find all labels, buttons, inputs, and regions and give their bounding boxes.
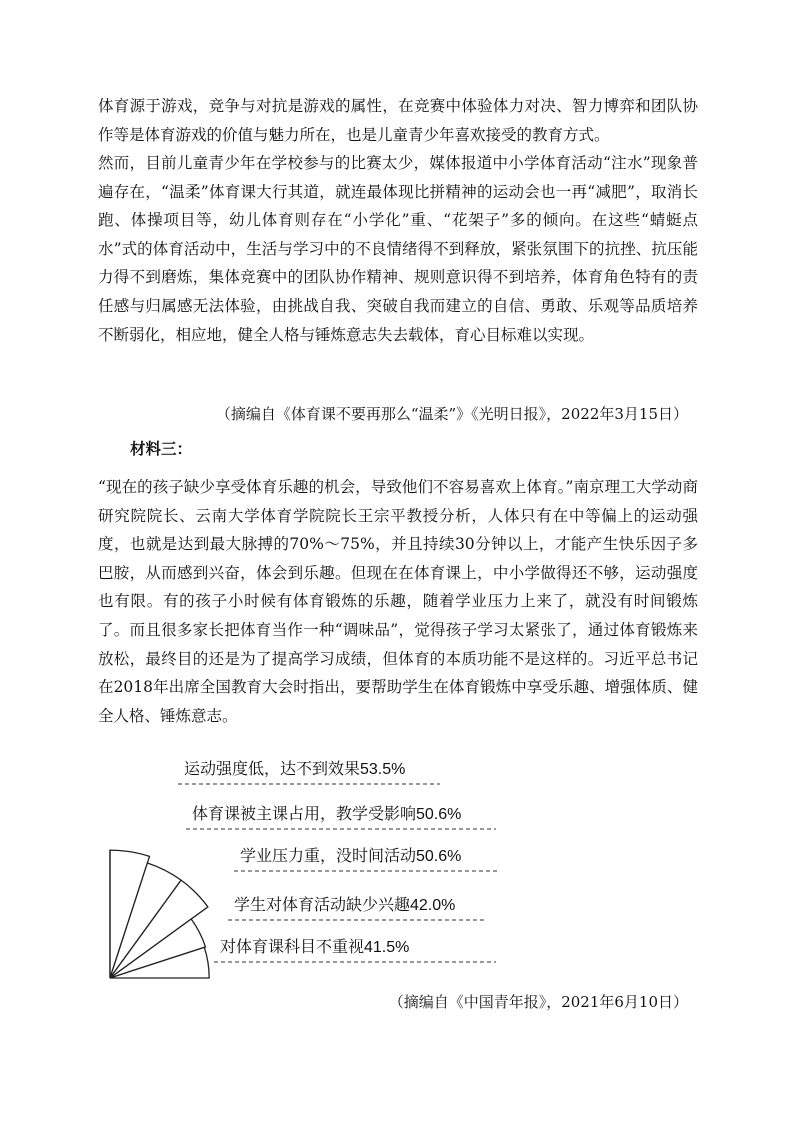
section-heading-material-three: 材料三：: [130, 439, 193, 458]
paragraph-intro: 体育源于游戏，竞争与对抗是游戏的属性，在竞赛中体验体力对决、智力博弈和团队协作等是体育游戏的价值与魅力所在，也是儿童青少年喜欢接受的教育方式。: [98, 97, 698, 144]
paragraph-material-three: “现在的孩子缺少享受体育乐趣的机会，导致他们不容易喜欢上体育。”南京理工大学动商研究院院长、云南大学体育学院院长王宗平教授分析，人体只有在中等偏上的运动强度，也就是达到最大脉搏的70%～75%，并且持续30分钟以上，才能产生快乐因子多巴胺，从而感到兴奋，体会到乐趣。但现在在体育课上，中小学做得还不够，运动强度也有限。有的孩子小时候有体育锻炼的乐趣，随着学业压力上来了，就没有时间锻炼了。而且很多家长把体育当作一种“调味品”，觉得孩子学习太紧张了，通过体育锻炼来放松，最终目的还是为了提高学习成绩，但体育的本质功能不是这样的。习近平总书记在2018年出席全国教育大会时指出，要帮助学生在体育锻炼中享受乐趣、增强体质、健全人格、锤炼意志。: [98, 478, 698, 725]
source-citation-2: （摘编自《中国青年报》，2021年6月10日）: [388, 993, 688, 1011]
paragraph-material-two: 然而，目前儿童青少年在学校参与的比赛太少，媒体报道中小学体育活动“注水”现象普遍存在，“温柔”体育课大行其道，就连最体现比拼精神的运动会也一再“减肥”，取消长跑、体操项目等，幼儿体育则存在“小学化”重、“花架子”多的倾向。在这些“蜻蜓点水”式的体育活动中，生活与学习中的不良情绪得不到释放，紧张氛围下的抗挫、抗压能力得不到磨炼，集体竞赛中的团队协作精神、规则意识得不到培养，体育角色特有的责任感与归属感无法体验，由挑战自我、突破自我而建立的自信、勇敢、乐观等品质培养不断弱化，相应地，健全人格与锤炼意志失去载体，育心目标难以实现。: [98, 154, 698, 344]
chart-data-label-5: 对体育课科目不重视41.5%: [220, 939, 410, 956]
chart-data-label-4: 学生对体育活动缺少兴趣42.0%: [234, 897, 456, 914]
chart-data-label-3: 学业压力重，没时间活动50.6%: [240, 848, 462, 865]
chart-data-label-2: 体育课被主课占用，教学受影响50.6%: [192, 806, 462, 823]
chart-data-label-1: 运动强度低，达不到效果53.5%: [184, 761, 406, 778]
source-citation-1: （摘编自《体育课不要再那么“温柔”》《光明日报》，2022年3月15日）: [215, 405, 688, 423]
radial-bar-chart: [100, 750, 520, 988]
